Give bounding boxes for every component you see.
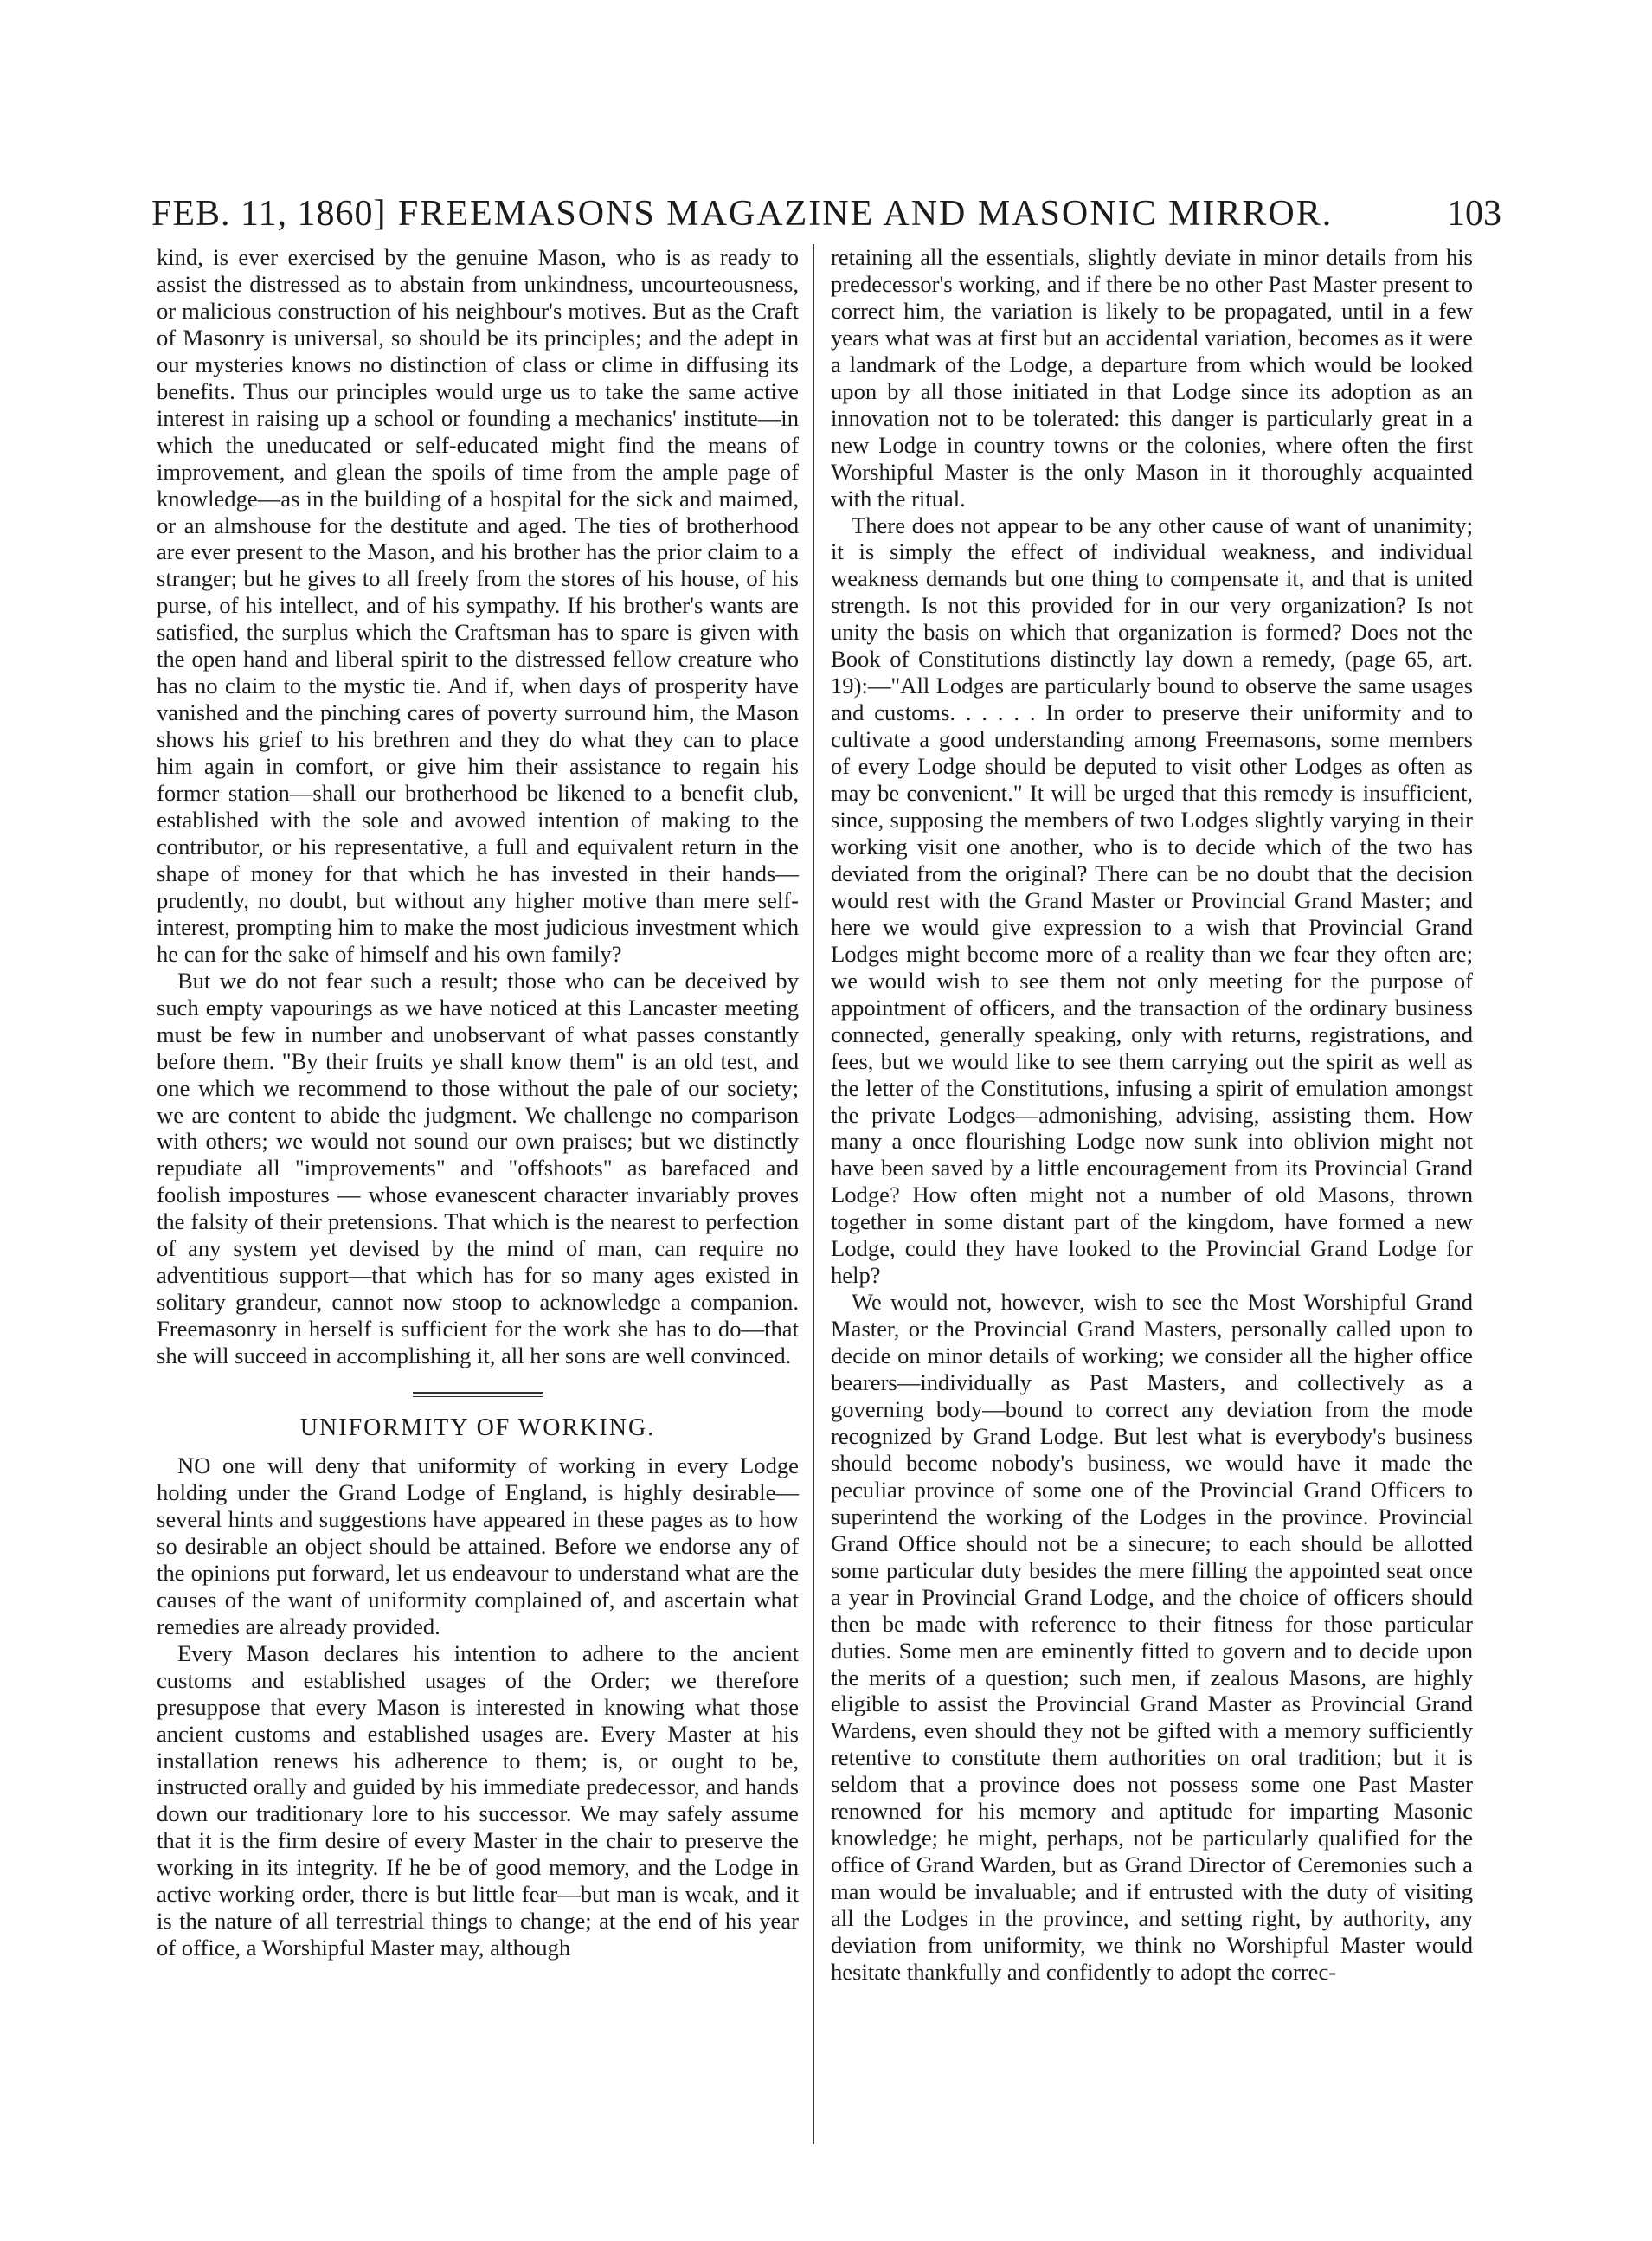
left-column — [157, 244, 799, 1961]
paragraph: NO one will deny that uniformity of working in every Lodge holding under the Grand Lodge of England, is highly desirable—several hints and suggestions have appeared in these pages as to how so desirable an object should be attained. Before we endorse any of the opinions put forward, let us endeavour to understand what are the causes of the want of uniformity complained of, and ascertain what remedies are already provided. — [157, 1452, 799, 1639]
article-title: UNIFORMITY OF WORKING. — [299, 1414, 656, 1442]
column-divider — [813, 244, 814, 2144]
section-divider — [413, 1392, 543, 1397]
paragraph: Every Mason declares his intention to adhere to the ancient customs and established usages of the Order; we therefore presuppose that every Mason is interested in knowing what those ancient customs and established usages are. Every Master at his installation renews his adherence to them; is, or ought to be, instructed orally and guided by his immediate predecessor, and hands down our traditionary lore to his successor. We may safely assume that it is the firm desire of every Master in the chair to preserve the working in its integrity. If he be of good memory, and the Lodge in active working order, there is but little fear—but man is weak, and it is the nature of all terrestrial things to change; at the end of his year of office, a Worshipful Master may, although — [157, 1639, 799, 1961]
magazine-title: FREEMASONS MAGAZINE AND MASONIC MIRROR. — [398, 194, 1334, 234]
paragraph: But we do not fear such a result; those who can be deceived by such empty vapourings as we have noticed at this Lancaster meeting must be few in number and unobservant of what passes constantly before them. "By their fruits ye shall know them" is an old test, and one which we recommend to those without the pale of our society; we are content to abide the judgment. We challenge no comparison with others; we would not sound our own praises; but we distinctly repudiate all "improvements" and "offshoots" as barefaced and foolish impostures — whose evanescent character invariably proves the falsity of their pretensions. That which is the nearest to perfection of any system yet devised by the mind of man, can require no adventitious support—that which has for so many ages existed in solitary grandeur, cannot now stoop to acknowledge a companion. Freemasonry in herself is sufficient for the work she has to do—that she will succeed in accomplishing it, all her sons are well convinced. — [157, 967, 799, 1369]
page-number: 103 — [1447, 194, 1501, 234]
paragraph: retaining all the essentials, slightly deviate in minor details from his predecessor's working, and if there be no other Past Master present to correct him, the variation is likely to be propagated, until in a few years what was at first but an accidental variation, becomes as it were a landmark of the Lodge, a departure from which would be looked upon by all those initiated in that Lodge since its adoption as an innovation not to be tolerated: this danger is particularly great in a new Lodge in country towns or the colonies, where often the first Worshipful Master is the only Mason in it thoroughly acquainted with the ritual. — [831, 244, 1473, 512]
paragraph: We would not, however, wish to see the Most Worshipful Grand Master, or the Provincial Grand Masters, personally called upon to decide on minor details of working; we consider all the higher office bearers—individually as Past Masters, and collectively as a governing body—bound to correct any deviation from the mode recognized by Grand Lodge. But lest what is everybody's business should become nobody's business, we would have it made the peculiar province of some one of the Provincial Grand Officers to superintend the working of the Lodges in the province. Provincial Grand Office should not be a sinecure; to each should be allotted some particular duty besides the mere filling the appointed seat once a year in Provincial Grand Lodge, and the choice of officers should then be made with reference to their fitness for those particular duties. Some men are eminently fitted to govern and to decide upon the merits of a question; such men, if zealous Masons, are highly eligible to assist the Provincial Grand Master as Provincial Grand Wardens, even should they not be gifted with a memory sufficiently retentive to constitute them authorities on oral tradition; but it is seldom that a province does not possess some one Past Master renowned for his memory and aptitude for imparting Masonic knowledge; he might, perhaps, not be particularly qualified for the office of Grand Warden, but as Grand Director of Ceremonies such a man would be invaluable; and if entrusted with the duty of visiting all the Lodges in the province, and setting right, by authority, any deviation from uniformity, we think no Worshipful Master would hesitate thankfully and confidently to adopt the correc- — [831, 1289, 1473, 1985]
right-column — [831, 244, 1473, 1986]
issue-date: FEB. 11, 1860] — [151, 194, 387, 234]
page-header — [151, 186, 1501, 238]
paragraph: kind, is ever exercised by the genuine Mason, who is as ready to assist the distressed as to abstain from unkindness, uncourteousness, or malicious construction of his neighbour's motives. But as the Craft of Masonry is universal, so should be its principles; and the adept in our mysteries knows no distinction of class or clime in diffusing its benefits. Thus our principles would urge us to take the same active interest in raising up a school or founding a mechanics' institute—in which the uneducated or self-educated might find the means of improvement, and glean the spoils of time from the ample page of knowledge—as in the building of a hospital for the sick and maimed, or an almshouse for the destitute and aged. The ties of brotherhood are ever present to the Mason, and his brother has the prior claim to a stranger; but he gives to all freely from the stores of his house, of his purse, of his intellect, and of his sympathy. If his brother's wants are satisfied, the surplus which the Craftsman has to spare is given with the open hand and liberal spirit to the distressed fellow creature who has no claim to the mystic tie. And if, when days of prosperity have vanished and the pinching cares of poverty surround him, the Mason shows his grief to his brethren and they do what they can to place him again in comfort, or give him their assistance to regain his former station—shall our brotherhood be likened to a benefit club, established with the sole and avowed intention of making to the contributor, or his representative, a full and equivalent return in the shape of money for that which he has invested in their hands—prudently, no doubt, but without any higher motive than mere self-interest, prompting him to make the most judicious investment which he can for the sake of himself and his own family? — [157, 244, 799, 967]
paragraph: There does not appear to be any other cause of want of unanimity; it is simply the effect of individual weakness, and individual weakness demands but one thing to compensate it, and that is united strength. Is not this provided for in our very organization? Is not unity the basis on which that organization is formed? Does not the Book of Constitutions distinctly lay down a remedy, (page 65, art. 19):—"All Lodges are particularly bound to observe the same usages and customs. . . . . . In order to preserve their uniformity and to cultivate a good understanding among Freemasons, some members of every Lodge should be deputed to visit other Lodges as often as may be convenient." It will be urged that this remedy is insufficient, since, supposing the members of two Lodges slightly varying in their working visit one another, who is to decide which of the two has deviated from the original? There can be no doubt that the decision would rest with the Grand Master or Provincial Grand Master; and here we would give expression to a wish that Provincial Grand Lodges might become more of a reality than we fear they often are; we would wish to see them not only meeting for the purpose of appointment of officers, and the transaction of the ordinary business connected, generally speaking, only with returns, registrations, and fees, but we would like to see them carrying out the spirit as well as the letter of the Constitutions, infusing a spirit of emulation amongst the private Lodges—admonishing, advising, assisting them. How many a once flourishing Lodge now sunk into oblivion might not have been saved by a little encouragement from its Provincial Grand Lodge? How often might not a number of old Masons, thrown together in some distant part of the kingdom, have formed a new Lodge, could they have looked to the Provincial Grand Lodge for help? — [831, 512, 1473, 1289]
